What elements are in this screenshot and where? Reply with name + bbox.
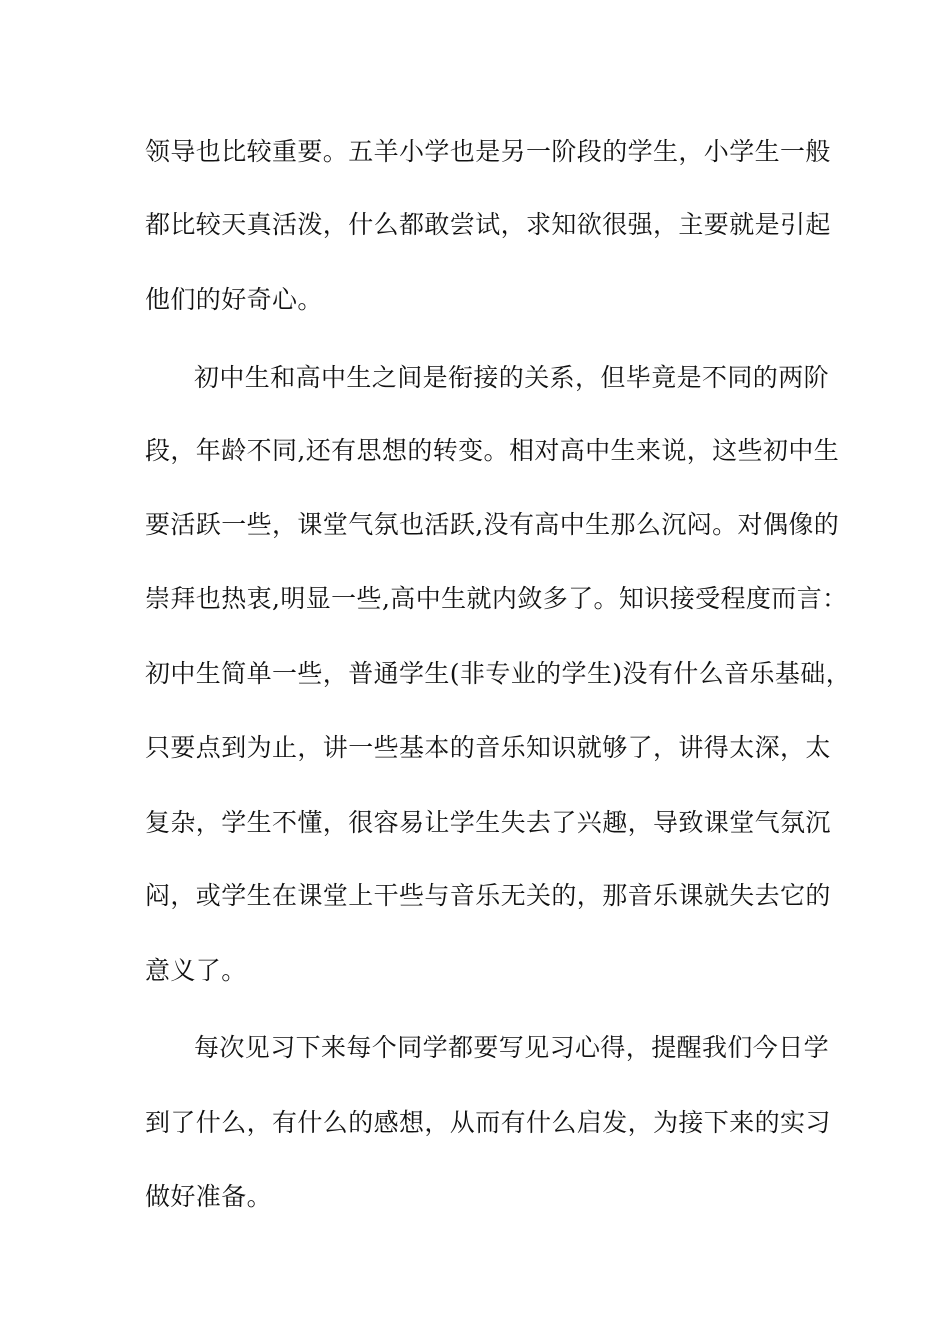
text-line: 都比较天真活泼，什么都敢尝试，求知欲很强，主要就是引起 (145, 210, 831, 239)
paragraph-first-line: 每次见习下来每个同学都要写见习心得，提醒我们今日学 (194, 1033, 830, 1062)
text-line: 到了什么，有什么的感想，从而有什么启发，为接下来的实习 (145, 1108, 831, 1137)
text-line: 只要点到为止，讲一些基本的音乐知识就够了，讲得太深，太 (145, 733, 831, 762)
text-line: 他们的好奇心。 (145, 285, 323, 314)
text-line: 做好准备。 (145, 1182, 273, 1211)
text-line: 要活跃一些，课堂气氛也活跃,没有高中生那么沉闷。对偶像的 (145, 510, 840, 539)
text-line: 意义了。 (145, 956, 247, 985)
text-line: 段，年龄不同,还有思想的转变。相对高中生来说，这些初中生 (145, 436, 840, 465)
text-line: 崇拜也热衷,明显一些,高中生就内敛多了。知识接受程度而言： (145, 584, 848, 613)
text-line: 领导也比较重要。五羊小学也是另一阶段的学生，小学生一般 (145, 137, 831, 166)
text-line: 复杂，学生不懂，很容易让学生失去了兴趣，导致课堂气氛沉 (145, 808, 831, 837)
text-line: 闷，或学生在课堂上干些与音乐无关的，那音乐课就失去它的 (145, 881, 831, 910)
paragraph-first-line: 初中生和高中生之间是衔接的关系，但毕竟是不同的两阶 (194, 363, 830, 392)
text-line: 初中生简单一些，普通学生(非专业的学生)没有什么音乐基础， (145, 659, 852, 688)
